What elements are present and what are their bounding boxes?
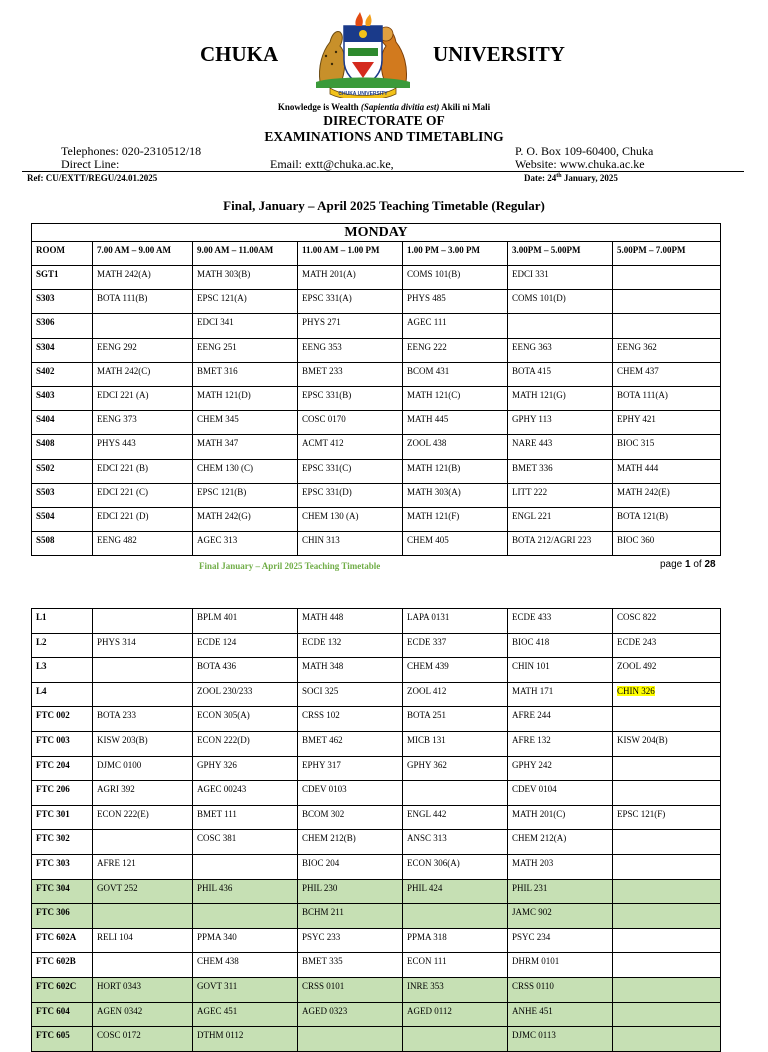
document-date xyxy=(524,173,618,183)
course-cell: BCHM 211 xyxy=(298,904,403,929)
course-cell: ANSC 313 xyxy=(403,830,508,855)
course-cell: CHEM 405 xyxy=(403,532,508,556)
course-cell: EPSC 331(C) xyxy=(298,459,403,483)
course-cell: CRSS 0110 xyxy=(508,977,613,1002)
course-cell: ECON 222(E) xyxy=(93,805,193,830)
course-cell: BMET 233 xyxy=(298,362,403,386)
course-cell: AGEC 00243 xyxy=(193,781,298,806)
table-row xyxy=(32,362,721,386)
room-cell: S404 xyxy=(32,411,93,435)
table-row xyxy=(32,507,721,531)
course-cell: DJMC 0113 xyxy=(508,1027,613,1052)
date-prefix: Date: 24 xyxy=(524,173,557,183)
footer-title: Final January – April 2025 Teaching Timetable xyxy=(199,561,381,571)
course-cell: CHEM 345 xyxy=(193,411,298,435)
course-cell xyxy=(613,781,721,806)
course-cell: BOTA 111(B) xyxy=(93,290,193,314)
table-row xyxy=(32,314,721,338)
course-cell: GPHY 326 xyxy=(193,756,298,781)
course-cell xyxy=(93,830,193,855)
course-cell: MATH 303(A) xyxy=(403,483,508,507)
course-cell xyxy=(613,1002,721,1027)
course-cell: CDEV 0104 xyxy=(508,781,613,806)
course-cell: GOVT 252 xyxy=(93,879,193,904)
room-cell: FTC 306 xyxy=(32,904,93,929)
course-cell: MATH 121(G) xyxy=(508,386,613,410)
table-row xyxy=(32,928,721,953)
course-cell: EDCI 221 (B) xyxy=(93,459,193,483)
course-cell xyxy=(613,977,721,1002)
room-cell: S504 xyxy=(32,507,93,531)
room-cell: FTC 206 xyxy=(32,781,93,806)
course-cell: MATH 121(C) xyxy=(403,386,508,410)
course-cell: AGEC 451 xyxy=(193,1002,298,1027)
room-cell: L1 xyxy=(32,609,93,634)
day-header-row xyxy=(32,224,721,242)
course-cell: EENG 363 xyxy=(508,338,613,362)
course-cell: KISW 203(B) xyxy=(93,731,193,756)
day-header: MONDAY xyxy=(32,224,721,242)
motto-latin: (Sapientia divitia est) xyxy=(360,102,440,112)
course-cell: BMET 462 xyxy=(298,731,403,756)
directorate-title-line2: EXAMINATIONS AND TIMETABLING xyxy=(264,129,504,144)
course-cell: EENG 482 xyxy=(93,532,193,556)
course-cell: CHEM 212(A) xyxy=(508,830,613,855)
course-cell: COSC 0172 xyxy=(93,1027,193,1052)
room-cell: S508 xyxy=(32,532,93,556)
course-cell: EDCI 331 xyxy=(508,266,613,290)
room-cell: L2 xyxy=(32,633,93,658)
page-number xyxy=(660,559,716,570)
course-cell xyxy=(613,953,721,978)
course-cell xyxy=(403,781,508,806)
course-cell: EENG 373 xyxy=(93,411,193,435)
course-cell xyxy=(613,266,721,290)
course-cell: ZOOL 230/233 xyxy=(193,682,298,707)
room-cell: S303 xyxy=(32,290,93,314)
course-cell: LAPA 0131 xyxy=(403,609,508,634)
column-header: 5.00PM – 7.00PM xyxy=(613,242,721,266)
timetable-page1-body xyxy=(32,224,721,556)
table-row xyxy=(32,707,721,732)
document-title: Final, January – April 2025 Teaching Timetable (Regular) xyxy=(223,198,545,213)
table-row xyxy=(32,854,721,879)
course-cell: BOTA 121(B) xyxy=(613,507,721,531)
course-cell: BOTA 212/AGRI 223 xyxy=(508,532,613,556)
course-cell: ECON 305(A) xyxy=(193,707,298,732)
header-chuka-word: CHUKA xyxy=(200,42,279,66)
course-cell: EPHY 317 xyxy=(298,756,403,781)
table-row xyxy=(32,483,721,507)
table-row xyxy=(32,633,721,658)
course-cell xyxy=(613,830,721,855)
course-cell: HORT 0343 xyxy=(93,977,193,1002)
course-cell: EPSC 121(A) xyxy=(193,290,298,314)
room-cell: L3 xyxy=(32,658,93,683)
course-cell: COSC 822 xyxy=(613,609,721,634)
table-row xyxy=(32,756,721,781)
course-cell: BMET 111 xyxy=(193,805,298,830)
table-row xyxy=(32,609,721,634)
course-cell: ZOOL 438 xyxy=(403,435,508,459)
course-cell: SOCI 325 xyxy=(298,682,403,707)
course-cell: BOTA 436 xyxy=(193,658,298,683)
course-cell: CRSS 0101 xyxy=(298,977,403,1002)
course-cell: CHEM 212(B) xyxy=(298,830,403,855)
table-row xyxy=(32,459,721,483)
course-cell: NARE 443 xyxy=(508,435,613,459)
course-cell: DHRM 0101 xyxy=(508,953,613,978)
page-label: page xyxy=(660,559,686,570)
course-cell: AGED 0323 xyxy=(298,1002,403,1027)
course-cell: MATH 121(B) xyxy=(403,459,508,483)
room-cell: L4 xyxy=(32,682,93,707)
course-cell: CHEM 130 (C) xyxy=(193,459,298,483)
course-cell: AFRE 121 xyxy=(93,854,193,879)
course-cell: ENGL 442 xyxy=(403,805,508,830)
course-cell: ECON 111 xyxy=(403,953,508,978)
course-cell xyxy=(613,854,721,879)
table-row xyxy=(32,682,721,707)
header-university-word: UNIVERSITY xyxy=(433,42,565,66)
course-cell: EDCI 221 (A) xyxy=(93,386,193,410)
header-divider xyxy=(22,171,744,172)
course-cell: ECON 306(A) xyxy=(403,854,508,879)
course-cell: MATH 445 xyxy=(403,411,508,435)
column-header: 7.00 AM – 9.00 AM xyxy=(93,242,193,266)
course-cell xyxy=(613,928,721,953)
course-cell: EENG 251 xyxy=(193,338,298,362)
course-cell xyxy=(93,609,193,634)
course-cell: GPHY 113 xyxy=(508,411,613,435)
course-cell: CHEM 130 (A) xyxy=(298,507,403,531)
motto-suffix: Akili ni Mali xyxy=(439,102,491,112)
course-cell: ZOOL 412 xyxy=(403,682,508,707)
course-cell: MATH 121(F) xyxy=(403,507,508,531)
course-cell: BCOM 431 xyxy=(403,362,508,386)
course-cell xyxy=(193,904,298,929)
course-cell xyxy=(403,1027,508,1052)
course-cell xyxy=(298,1027,403,1052)
course-cell: BOTA 233 xyxy=(93,707,193,732)
monday-timetable-page1 xyxy=(31,223,721,556)
room-cell: FTC 002 xyxy=(32,707,93,732)
table-row xyxy=(32,1027,721,1052)
university-crest-logo xyxy=(312,12,414,98)
course-cell: MATH 242(C) xyxy=(93,362,193,386)
course-cell xyxy=(613,290,721,314)
column-header: 1.00 PM – 3.00 PM xyxy=(403,242,508,266)
course-cell: ECDE 337 xyxy=(403,633,508,658)
course-cell: ECDE 132 xyxy=(298,633,403,658)
course-cell: MATH 444 xyxy=(613,459,721,483)
course-cell: MICB 131 xyxy=(403,731,508,756)
room-cell: FTC 602A xyxy=(32,928,93,953)
university-motto xyxy=(0,102,768,112)
course-cell: KISW 204(B) xyxy=(613,731,721,756)
highlighted-course: CHIN 326 xyxy=(617,685,655,696)
course-cell: MATH 348 xyxy=(298,658,403,683)
course-cell xyxy=(613,682,721,707)
course-cell: BMET 316 xyxy=(193,362,298,386)
course-cell xyxy=(613,904,721,929)
course-cell: PPMA 340 xyxy=(193,928,298,953)
course-cell: EPSC 121(B) xyxy=(193,483,298,507)
room-cell: FTC 602B xyxy=(32,953,93,978)
course-cell xyxy=(93,658,193,683)
table-row xyxy=(32,879,721,904)
room-cell: FTC 204 xyxy=(32,756,93,781)
course-cell: MATH 448 xyxy=(298,609,403,634)
course-cell: COSC 0170 xyxy=(298,411,403,435)
course-cell: BMET 335 xyxy=(298,953,403,978)
room-cell: SGT1 xyxy=(32,266,93,290)
table-row xyxy=(32,977,721,1002)
course-cell: AFRE 244 xyxy=(508,707,613,732)
room-cell: S408 xyxy=(32,435,93,459)
room-cell: FTC 303 xyxy=(32,854,93,879)
course-cell: EENG 292 xyxy=(93,338,193,362)
course-cell: MATH 201(C) xyxy=(508,805,613,830)
course-cell xyxy=(613,707,721,732)
course-cell: AGRI 392 xyxy=(93,781,193,806)
course-cell: BIOC 418 xyxy=(508,633,613,658)
table-row xyxy=(32,338,721,362)
course-cell: EDCI 221 (D) xyxy=(93,507,193,531)
course-cell: MATH 201(A) xyxy=(298,266,403,290)
table-row xyxy=(32,658,721,683)
course-cell: GPHY 242 xyxy=(508,756,613,781)
course-cell xyxy=(193,854,298,879)
course-cell: MATH 171 xyxy=(508,682,613,707)
date-suffix: th xyxy=(556,173,562,179)
course-cell: CHEM 438 xyxy=(193,953,298,978)
table-row xyxy=(32,411,721,435)
course-cell: GOVT 311 xyxy=(193,977,298,1002)
course-cell: EENG 353 xyxy=(298,338,403,362)
course-cell: MATH 203 xyxy=(508,854,613,879)
course-cell: BOTA 111(A) xyxy=(613,386,721,410)
table-row xyxy=(32,904,721,929)
course-cell: EPSC 121(F) xyxy=(613,805,721,830)
course-cell: PHYS 485 xyxy=(403,290,508,314)
room-cell: FTC 604 xyxy=(32,1002,93,1027)
telephones-text: Telephones: 020-2310512/18 xyxy=(61,144,202,158)
course-cell: MATH 303(B) xyxy=(193,266,298,290)
page-of: of xyxy=(690,559,705,570)
course-cell: PPMA 318 xyxy=(403,928,508,953)
course-cell: BIOC 204 xyxy=(298,854,403,879)
direct-line-text: Direct Line: xyxy=(61,157,120,171)
course-cell: CHIN 101 xyxy=(508,658,613,683)
course-cell: GPHY 362 xyxy=(403,756,508,781)
page-current: 1 xyxy=(685,559,691,570)
course-cell: PHIL 230 xyxy=(298,879,403,904)
course-cell: PSYC 234 xyxy=(508,928,613,953)
email-text: Email: extt@chuka.ac.ke, xyxy=(270,157,394,171)
table-row xyxy=(32,435,721,459)
table-row xyxy=(32,266,721,290)
column-header: 3.00PM – 5.00PM xyxy=(508,242,613,266)
table-row xyxy=(32,805,721,830)
course-cell: ZOOL 492 xyxy=(613,658,721,683)
course-cell: MATH 242(A) xyxy=(93,266,193,290)
table-row xyxy=(32,953,721,978)
column-header: ROOM xyxy=(32,242,93,266)
course-cell: PHIL 424 xyxy=(403,879,508,904)
table-row xyxy=(32,532,721,556)
room-cell: FTC 304 xyxy=(32,879,93,904)
course-cell: ECDE 433 xyxy=(508,609,613,634)
course-cell: EPHY 421 xyxy=(613,411,721,435)
room-cell: S306 xyxy=(32,314,93,338)
motto-prefix: Knowledge is Wealth xyxy=(277,102,361,112)
monday-timetable-page2 xyxy=(31,608,721,1052)
course-cell: BOTA 251 xyxy=(403,707,508,732)
course-cell: EPSC 331(D) xyxy=(298,483,403,507)
room-cell: S402 xyxy=(32,362,93,386)
course-cell: EPSC 331(A) xyxy=(298,290,403,314)
course-cell: AFRE 132 xyxy=(508,731,613,756)
room-cell: FTC 302 xyxy=(32,830,93,855)
course-cell: CHEM 439 xyxy=(403,658,508,683)
course-cell xyxy=(613,756,721,781)
course-cell: COMS 101(B) xyxy=(403,266,508,290)
room-cell: FTC 003 xyxy=(32,731,93,756)
course-cell xyxy=(93,682,193,707)
course-cell: EENG 222 xyxy=(403,338,508,362)
room-cell: S403 xyxy=(32,386,93,410)
date-month-year: January, 2025 xyxy=(561,173,618,183)
course-cell: AGEC 111 xyxy=(403,314,508,338)
course-cell: LITT 222 xyxy=(508,483,613,507)
course-cell: INRE 353 xyxy=(403,977,508,1002)
course-cell: BMET 336 xyxy=(508,459,613,483)
column-header: 11.00 AM – 1.00 PM xyxy=(298,242,403,266)
course-cell: BIOC 315 xyxy=(613,435,721,459)
room-cell: FTC 301 xyxy=(32,805,93,830)
table-row xyxy=(32,830,721,855)
course-cell: RELI 104 xyxy=(93,928,193,953)
course-cell: EDCI 341 xyxy=(193,314,298,338)
course-cell: BIOC 360 xyxy=(613,532,721,556)
course-cell: PSYC 233 xyxy=(298,928,403,953)
course-cell xyxy=(613,314,721,338)
course-cell: MATH 242(G) xyxy=(193,507,298,531)
course-cell: ANHE 451 xyxy=(508,1002,613,1027)
course-cell: DTHM 0112 xyxy=(193,1027,298,1052)
course-cell: PHYS 314 xyxy=(93,633,193,658)
table-row xyxy=(32,386,721,410)
column-header: 9.00 AM – 11.00AM xyxy=(193,242,298,266)
course-cell: ACMT 412 xyxy=(298,435,403,459)
course-cell: ECON 222(D) xyxy=(193,731,298,756)
course-cell: MATH 121(D) xyxy=(193,386,298,410)
course-cell: PHYS 271 xyxy=(298,314,403,338)
timetable-page2-body xyxy=(32,609,721,1052)
course-cell: EDCI 221 (C) xyxy=(93,483,193,507)
po-box-text: P. O. Box 109-60400, Chuka xyxy=(515,144,654,158)
course-cell: EPSC 331(B) xyxy=(298,386,403,410)
course-cell: JAMC 902 xyxy=(508,904,613,929)
course-cell: BOTA 415 xyxy=(508,362,613,386)
course-cell xyxy=(93,904,193,929)
course-cell: BCOM 302 xyxy=(298,805,403,830)
course-cell xyxy=(508,314,613,338)
course-cell xyxy=(613,1027,721,1052)
course-cell: ECDE 124 xyxy=(193,633,298,658)
course-cell: PHYS 443 xyxy=(93,435,193,459)
course-cell: CHIN 313 xyxy=(298,532,403,556)
reference-number: Ref: CU/EXTT/REGU/24.01.2025 xyxy=(27,173,158,183)
website-text: Website: www.chuka.ac.ke xyxy=(515,157,645,171)
course-cell: PHIL 231 xyxy=(508,879,613,904)
room-cell: S304 xyxy=(32,338,93,362)
course-cell: ECDE 243 xyxy=(613,633,721,658)
page-total: 28 xyxy=(704,559,716,570)
course-cell: CHEM 437 xyxy=(613,362,721,386)
column-header-row xyxy=(32,242,721,266)
crest-banner-text: CHUKA UNIVERSITY xyxy=(338,91,388,97)
directorate-title-line1: DIRECTORATE OF xyxy=(323,113,445,128)
course-cell: PHIL 436 xyxy=(193,879,298,904)
course-cell: MATH 347 xyxy=(193,435,298,459)
course-cell: ENGL 221 xyxy=(508,507,613,531)
course-cell: AGEC 313 xyxy=(193,532,298,556)
course-cell: DJMC 0100 xyxy=(93,756,193,781)
room-cell: S503 xyxy=(32,483,93,507)
course-cell: EENG 362 xyxy=(613,338,721,362)
room-cell: FTC 602C xyxy=(32,977,93,1002)
table-row xyxy=(32,781,721,806)
table-row xyxy=(32,731,721,756)
course-cell: AGED 0112 xyxy=(403,1002,508,1027)
course-cell xyxy=(613,879,721,904)
course-cell: AGEN 0342 xyxy=(93,1002,193,1027)
course-cell: CDEV 0103 xyxy=(298,781,403,806)
course-cell xyxy=(93,953,193,978)
course-cell xyxy=(93,314,193,338)
room-cell: S502 xyxy=(32,459,93,483)
course-cell: BPLM 401 xyxy=(193,609,298,634)
course-cell: MATH 242(E) xyxy=(613,483,721,507)
table-row xyxy=(32,1002,721,1027)
course-cell xyxy=(403,904,508,929)
room-cell: FTC 605 xyxy=(32,1027,93,1052)
course-cell: CRSS 102 xyxy=(298,707,403,732)
table-row xyxy=(32,290,721,314)
course-cell: COSC 381 xyxy=(193,830,298,855)
course-cell: COMS 101(D) xyxy=(508,290,613,314)
